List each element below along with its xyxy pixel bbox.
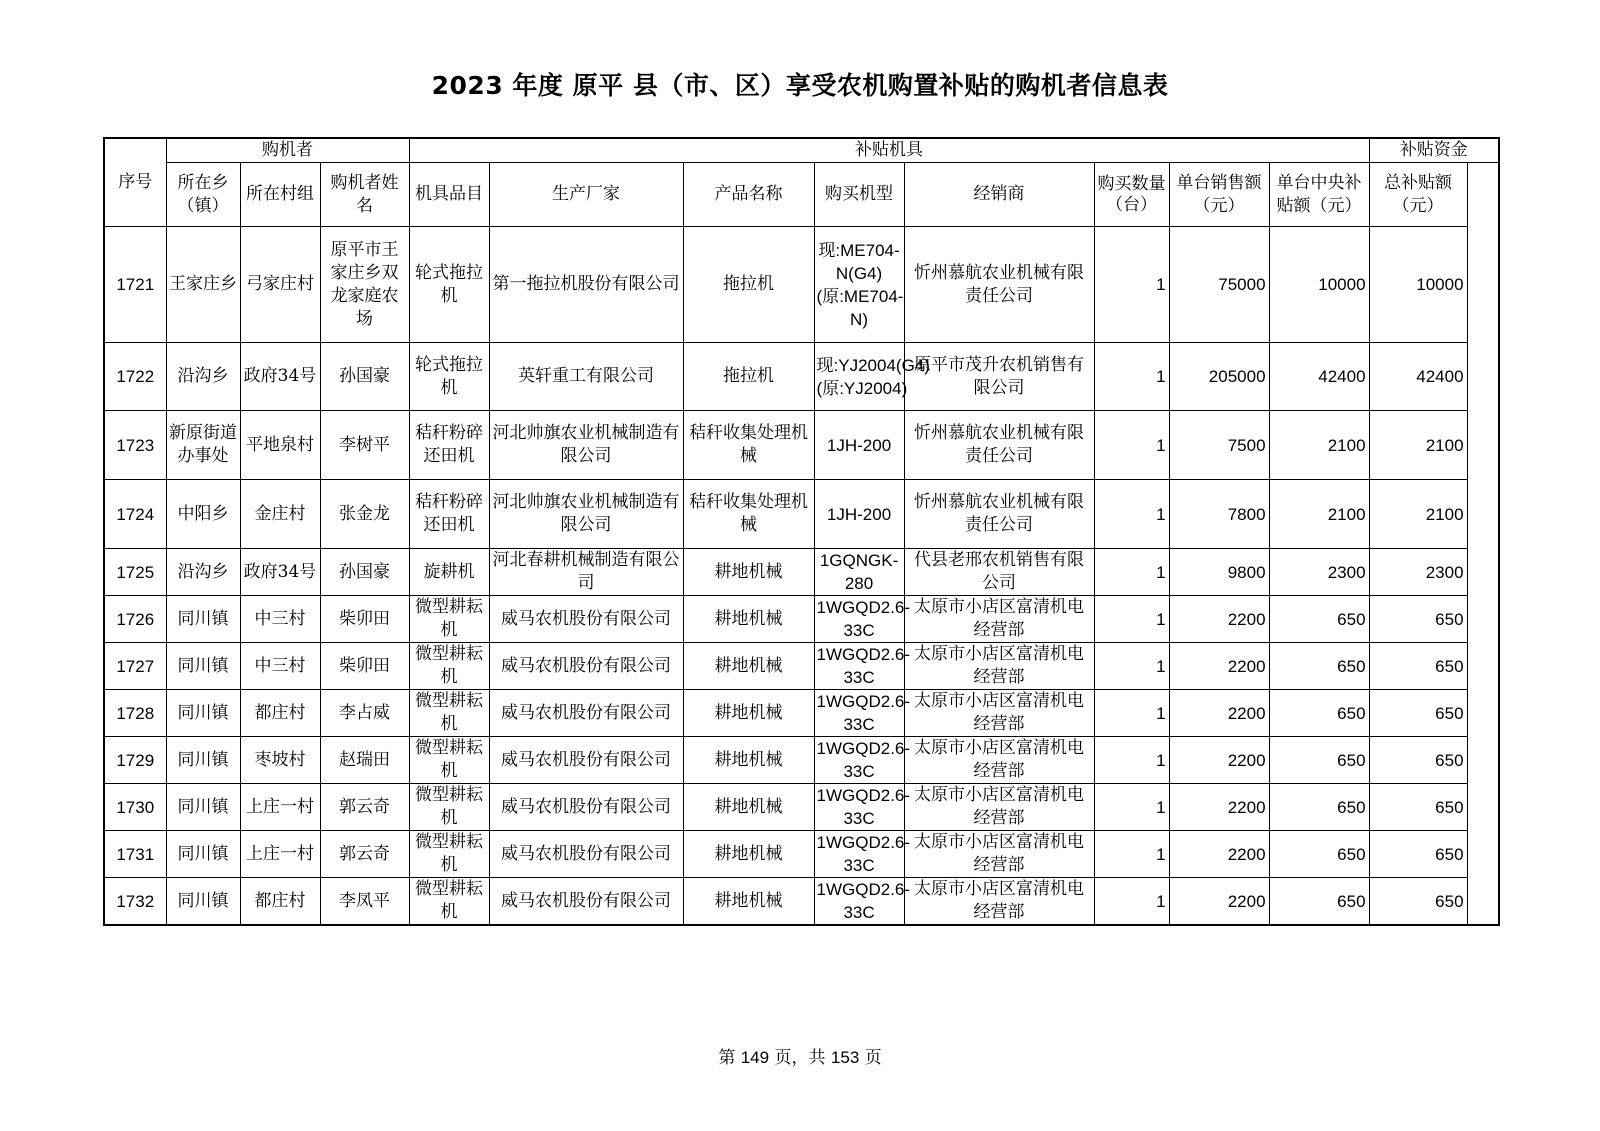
header-model: 购买机型 xyxy=(814,163,904,227)
cell-village: 弓家庄村 xyxy=(240,227,320,343)
cell-model: 1JH-200 xyxy=(814,480,904,549)
cell-product: 耕地机械 xyxy=(683,643,814,690)
cell-price: 2200 xyxy=(1169,831,1269,878)
cell-category: 微型耕耘机 xyxy=(409,737,489,784)
footer-prefix: 第 xyxy=(718,1048,736,1068)
cell-dealer: 代县老邢农机销售有限公司 xyxy=(904,549,1094,596)
cell-seq: 1724 xyxy=(104,480,166,549)
cell-qty: 1 xyxy=(1094,411,1169,480)
cell-dealer: 太原市小店区富清机电经营部 xyxy=(904,643,1094,690)
table-row xyxy=(104,549,1499,596)
table-row xyxy=(104,480,1499,549)
table-row xyxy=(104,643,1499,690)
cell-town: 同川镇 xyxy=(166,596,240,643)
cell-central-subsidy: 650 xyxy=(1269,831,1369,878)
cell-village: 上庄一村 xyxy=(240,784,320,831)
cell-qty: 1 xyxy=(1094,343,1169,411)
cell-buyer-name: 孙国豪 xyxy=(320,549,409,596)
cell-village: 都庄村 xyxy=(240,690,320,737)
cell-category: 微型耕耘机 xyxy=(409,690,489,737)
cell-model: 1GQNGK-280 xyxy=(814,549,904,596)
cell-total-subsidy: 42400 xyxy=(1369,343,1467,411)
cell-town: 中阳乡 xyxy=(166,480,240,549)
cell-town: 同川镇 xyxy=(166,831,240,878)
cell-central-subsidy: 10000 xyxy=(1269,227,1369,343)
cell-model: 1WGQD2.6-33C xyxy=(814,643,904,690)
cell-dealer: 太原市小店区富清机电经营部 xyxy=(904,737,1094,784)
cell-seq: 1729 xyxy=(104,737,166,784)
table-body xyxy=(104,227,1499,926)
cell-product: 耕地机械 xyxy=(683,690,814,737)
cell-seq: 1721 xyxy=(104,227,166,343)
cell-buyer-name: 原平市王家庄乡双龙家庭农场 xyxy=(320,227,409,343)
cell-qty: 1 xyxy=(1094,784,1169,831)
header-product: 产品名称 xyxy=(683,163,814,227)
page-title: 2023 年度 原平 县（市、区）享受农机购置补贴的购机者信息表 xyxy=(431,71,1169,100)
footer-page-number: 149 xyxy=(740,1048,770,1067)
cell-buyer-name: 李占威 xyxy=(320,690,409,737)
header-village: 所在村组 xyxy=(240,163,320,227)
cell-price: 7500 xyxy=(1169,411,1269,480)
cell-village: 平地泉村 xyxy=(240,411,320,480)
cell-model: 1WGQD2.6-33C xyxy=(814,737,904,784)
cell-total-subsidy: 650 xyxy=(1369,690,1467,737)
cell-total-subsidy: 2100 xyxy=(1369,411,1467,480)
footer-mid: 页，共 xyxy=(774,1048,826,1068)
cell-central-subsidy: 2100 xyxy=(1269,480,1369,549)
cell-village: 都庄村 xyxy=(240,878,320,926)
cell-qty: 1 xyxy=(1094,643,1169,690)
header-maker: 生产厂家 xyxy=(489,163,683,227)
cell-qty: 1 xyxy=(1094,227,1169,343)
cell-central-subsidy: 2100 xyxy=(1269,411,1369,480)
cell-qty: 1 xyxy=(1094,737,1169,784)
cell-town: 王家庄乡 xyxy=(166,227,240,343)
table-row xyxy=(104,784,1499,831)
cell-category: 秸秆粉碎还田机 xyxy=(409,411,489,480)
header-price: 单台销售额（元） xyxy=(1169,163,1269,227)
cell-total-subsidy: 650 xyxy=(1369,737,1467,784)
cell-model: 现:YJ2004(G4)(原:YJ2004) xyxy=(814,343,904,411)
cell-price: 205000 xyxy=(1169,343,1269,411)
cell-village: 枣坡村 xyxy=(240,737,320,784)
header-town: 所在乡（镇） xyxy=(166,163,240,227)
cell-price: 2200 xyxy=(1169,690,1269,737)
cell-seq: 1731 xyxy=(104,831,166,878)
cell-price: 9800 xyxy=(1169,549,1269,596)
cell-maker: 威马农机股份有限公司 xyxy=(489,784,683,831)
cell-village: 上庄一村 xyxy=(240,831,320,878)
cell-central-subsidy: 650 xyxy=(1269,596,1369,643)
header-group-machine: 补贴机具 xyxy=(409,138,1369,163)
cell-product: 耕地机械 xyxy=(683,549,814,596)
cell-seq: 1723 xyxy=(104,411,166,480)
cell-price: 75000 xyxy=(1169,227,1269,343)
cell-dealer: 太原市小店区富清机电经营部 xyxy=(904,831,1094,878)
cell-seq: 1732 xyxy=(104,878,166,926)
cell-total-subsidy: 650 xyxy=(1369,784,1467,831)
cell-total-subsidy: 650 xyxy=(1369,831,1467,878)
cell-town: 同川镇 xyxy=(166,737,240,784)
cell-town: 同川镇 xyxy=(166,784,240,831)
table-row xyxy=(104,343,1499,411)
cell-model: 1WGQD2.6-33C xyxy=(814,831,904,878)
cell-dealer: 忻州慕航农业机械有限责任公司 xyxy=(904,227,1094,343)
cell-dealer: 太原市小店区富清机电经营部 xyxy=(904,690,1094,737)
cell-village: 中三村 xyxy=(240,596,320,643)
cell-maker: 威马农机股份有限公司 xyxy=(489,690,683,737)
table-row xyxy=(104,690,1499,737)
cell-maker: 威马农机股份有限公司 xyxy=(489,596,683,643)
cell-qty: 1 xyxy=(1094,480,1169,549)
cell-price: 2200 xyxy=(1169,737,1269,784)
cell-category: 轮式拖拉机 xyxy=(409,343,489,411)
cell-buyer-name: 张金龙 xyxy=(320,480,409,549)
page-footer xyxy=(0,1043,1600,1068)
header-qty: 购买数量（台） xyxy=(1094,163,1169,227)
cell-qty: 1 xyxy=(1094,878,1169,926)
cell-total-subsidy: 2100 xyxy=(1369,480,1467,549)
cell-dealer: 原平市茂升农机销售有限公司 xyxy=(904,343,1094,411)
cell-price: 2200 xyxy=(1169,784,1269,831)
cell-central-subsidy: 650 xyxy=(1269,784,1369,831)
cell-qty: 1 xyxy=(1094,549,1169,596)
cell-seq: 1726 xyxy=(104,596,166,643)
header-column-row xyxy=(104,163,1499,227)
header-seq: 序号 xyxy=(104,138,166,227)
header-group-row xyxy=(104,138,1499,163)
cell-maker: 第一拖拉机股份有限公司 xyxy=(489,227,683,343)
cell-maker: 英轩重工有限公司 xyxy=(489,343,683,411)
cell-product: 拖拉机 xyxy=(683,227,814,343)
cell-maker: 威马农机股份有限公司 xyxy=(489,831,683,878)
table-row xyxy=(104,411,1499,480)
cell-qty: 1 xyxy=(1094,690,1169,737)
cell-category: 秸秆粉碎还田机 xyxy=(409,480,489,549)
cell-product: 耕地机械 xyxy=(683,878,814,926)
header-category: 机具品目 xyxy=(409,163,489,227)
cell-central-subsidy: 650 xyxy=(1269,878,1369,926)
cell-price: 2200 xyxy=(1169,878,1269,926)
cell-village: 政府34号 xyxy=(240,549,320,596)
cell-model: 现:ME704-N(G4)(原:ME704-N) xyxy=(814,227,904,343)
cell-buyer-name: 李凤平 xyxy=(320,878,409,926)
cell-category: 微型耕耘机 xyxy=(409,831,489,878)
cell-product: 秸秆收集处理机械 xyxy=(683,480,814,549)
cell-buyer-name: 赵瑞田 xyxy=(320,737,409,784)
subsidy-table xyxy=(103,137,1500,926)
header-total: 总补贴额（元） xyxy=(1369,163,1467,227)
table-row xyxy=(104,878,1499,926)
cell-town: 沿沟乡 xyxy=(166,343,240,411)
cell-model: 1WGQD2.6-33C xyxy=(814,784,904,831)
cell-dealer: 太原市小店区富清机电经营部 xyxy=(904,784,1094,831)
cell-qty: 1 xyxy=(1094,831,1169,878)
cell-dealer: 太原市小店区富清机电经营部 xyxy=(904,878,1094,926)
cell-category: 旋耕机 xyxy=(409,549,489,596)
cell-central-subsidy: 650 xyxy=(1269,643,1369,690)
cell-category: 微型耕耘机 xyxy=(409,878,489,926)
cell-buyer-name: 郭云奇 xyxy=(320,784,409,831)
cell-central-subsidy: 2300 xyxy=(1269,549,1369,596)
cell-total-subsidy: 650 xyxy=(1369,643,1467,690)
cell-buyer-name: 李树平 xyxy=(320,411,409,480)
cell-village: 中三村 xyxy=(240,643,320,690)
cell-seq: 1728 xyxy=(104,690,166,737)
cell-total-subsidy: 650 xyxy=(1369,878,1467,926)
cell-category: 微型耕耘机 xyxy=(409,596,489,643)
table-row xyxy=(104,596,1499,643)
cell-seq: 1727 xyxy=(104,643,166,690)
cell-village: 政府34号 xyxy=(240,343,320,411)
cell-maker: 河北帅旗农业机械制造有限公司 xyxy=(489,480,683,549)
cell-village: 金庄村 xyxy=(240,480,320,549)
footer-suffix: 页 xyxy=(864,1048,882,1068)
header-dealer: 经销商 xyxy=(904,163,1094,227)
cell-dealer: 忻州慕航农业机械有限责任公司 xyxy=(904,480,1094,549)
cell-model: 1WGQD2.6-33C xyxy=(814,878,904,926)
header-name: 购机者姓名 xyxy=(320,163,409,227)
header-central: 单台中央补贴额（元） xyxy=(1269,163,1369,227)
cell-seq: 1725 xyxy=(104,549,166,596)
cell-maker: 威马农机股份有限公司 xyxy=(489,737,683,784)
cell-town: 同川镇 xyxy=(166,643,240,690)
cell-maker: 威马农机股份有限公司 xyxy=(489,643,683,690)
table-row xyxy=(104,737,1499,784)
cell-category: 轮式拖拉机 xyxy=(409,227,489,343)
cell-model: 1JH-200 xyxy=(814,411,904,480)
cell-category: 微型耕耘机 xyxy=(409,784,489,831)
cell-product: 耕地机械 xyxy=(683,831,814,878)
cell-seq: 1730 xyxy=(104,784,166,831)
cell-central-subsidy: 42400 xyxy=(1269,343,1369,411)
cell-model: 1WGQD2.6-33C xyxy=(814,690,904,737)
cell-product: 耕地机械 xyxy=(683,737,814,784)
cell-dealer: 太原市小店区富清机电经营部 xyxy=(904,596,1094,643)
cell-central-subsidy: 650 xyxy=(1269,690,1369,737)
cell-total-subsidy: 650 xyxy=(1369,596,1467,643)
cell-buyer-name: 郭云奇 xyxy=(320,831,409,878)
cell-maker: 威马农机股份有限公司 xyxy=(489,878,683,926)
cell-product: 拖拉机 xyxy=(683,343,814,411)
cell-total-subsidy: 2300 xyxy=(1369,549,1467,596)
cell-maker: 河北春耕机械制造有限公司 xyxy=(489,549,683,596)
cell-total-subsidy: 10000 xyxy=(1369,227,1467,343)
cell-town: 同川镇 xyxy=(166,690,240,737)
cell-category: 微型耕耘机 xyxy=(409,643,489,690)
cell-dealer: 忻州慕航农业机械有限责任公司 xyxy=(904,411,1094,480)
cell-model: 1WGQD2.6-33C xyxy=(814,596,904,643)
header-group-funds: 补贴资金 xyxy=(1369,138,1499,163)
cell-price: 2200 xyxy=(1169,643,1269,690)
cell-buyer-name: 柴卯田 xyxy=(320,643,409,690)
footer-page-total: 153 xyxy=(830,1048,860,1067)
cell-product: 耕地机械 xyxy=(683,596,814,643)
header-group-buyer: 购机者 xyxy=(166,138,409,163)
cell-product: 秸秆收集处理机械 xyxy=(683,411,814,480)
cell-town: 新原街道办事处 xyxy=(166,411,240,480)
cell-central-subsidy: 650 xyxy=(1269,737,1369,784)
cell-qty: 1 xyxy=(1094,596,1169,643)
cell-buyer-name: 孙国豪 xyxy=(320,343,409,411)
table-row xyxy=(104,227,1499,343)
table-row xyxy=(104,831,1499,878)
cell-town: 沿沟乡 xyxy=(166,549,240,596)
cell-town: 同川镇 xyxy=(166,878,240,926)
cell-price: 7800 xyxy=(1169,480,1269,549)
cell-product: 耕地机械 xyxy=(683,784,814,831)
cell-seq: 1722 xyxy=(104,343,166,411)
cell-maker: 河北帅旗农业机械制造有限公司 xyxy=(489,411,683,480)
cell-price: 2200 xyxy=(1169,596,1269,643)
cell-buyer-name: 柴卯田 xyxy=(320,596,409,643)
